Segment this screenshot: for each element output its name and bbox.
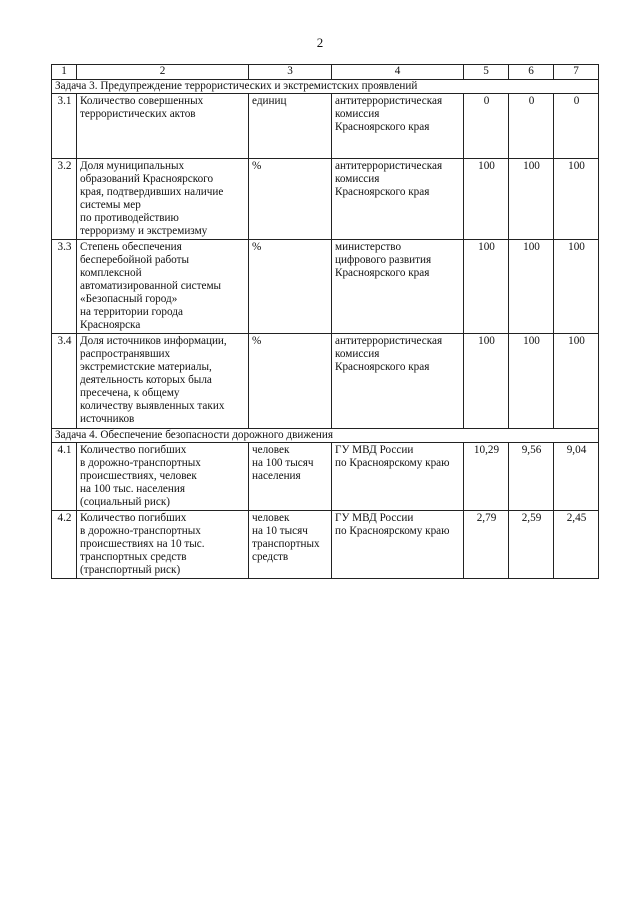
indicator-name: Степень обеспечения бесперебойной работы комплексной автоматизированной системы «Безопасный город» на территории города Красноярска <box>77 240 249 334</box>
value-col5: 100 <box>464 159 509 240</box>
source-cell: антитеррористическая комиссия Красноярского края <box>332 94 464 159</box>
row-number: 4.1 <box>52 443 77 511</box>
row-number: 3.2 <box>52 159 77 240</box>
row-number: 3.4 <box>52 334 77 429</box>
table-row <box>52 511 599 579</box>
indicators-table <box>51 64 599 579</box>
indicator-name: Доля муниципальных образований Красноярского края, подтвердивших наличие системы мер по противодействию терроризму и экстремизму <box>77 159 249 240</box>
value-col5: 0 <box>464 94 509 159</box>
value-col7: 9,04 <box>554 443 599 511</box>
column-header: 2 <box>77 65 249 80</box>
value-col5: 2,79 <box>464 511 509 579</box>
unit-cell: единиц <box>249 94 332 159</box>
task-title: Задача 3. Предупреждение террористических и экстремистских проявлений <box>52 80 599 94</box>
column-header: 5 <box>464 65 509 80</box>
value-col6: 0 <box>509 94 554 159</box>
value-col7: 100 <box>554 240 599 334</box>
unit-cell: человек на 10 тысяч транспортных средств <box>249 511 332 579</box>
indicator-name: Доля источников информации, распространявших экстремистские материалы, деятельность которых была пресечена, к общему количеству выявленных таких источников <box>77 334 249 429</box>
task-title: Задача 4. Обеспечение безопасности дорожного движения <box>52 429 599 443</box>
table-row <box>52 159 599 240</box>
value-col7: 2,45 <box>554 511 599 579</box>
column-header: 1 <box>52 65 77 80</box>
value-col6: 100 <box>509 159 554 240</box>
table-row <box>52 443 599 511</box>
column-header: 7 <box>554 65 599 80</box>
value-col5: 10,29 <box>464 443 509 511</box>
unit-cell: % <box>249 334 332 429</box>
source-cell: министерство цифрового развития Красноярского края <box>332 240 464 334</box>
row-number: 3.3 <box>52 240 77 334</box>
value-col6: 100 <box>509 334 554 429</box>
unit-cell: % <box>249 159 332 240</box>
column-header: 6 <box>509 65 554 80</box>
task-row <box>52 429 599 443</box>
value-col7: 100 <box>554 159 599 240</box>
row-number: 4.2 <box>52 511 77 579</box>
column-header: 4 <box>332 65 464 80</box>
indicator-name: Количество погибших в дорожно-транспортных происшествиях, человек на 100 тыс. населения (социальный риск) <box>77 443 249 511</box>
page-number: 2 <box>316 35 324 50</box>
source-cell: антитеррористическая комиссия Красноярского края <box>332 159 464 240</box>
value-col6: 100 <box>509 240 554 334</box>
source-cell: ГУ МВД России по Красноярскому краю <box>332 443 464 511</box>
value-col6: 9,56 <box>509 443 554 511</box>
indicator-name: Количество совершенных террористических актов <box>77 94 249 159</box>
column-header: 3 <box>249 65 332 80</box>
value-col6: 2,59 <box>509 511 554 579</box>
value-col5: 100 <box>464 240 509 334</box>
table-row <box>52 334 599 429</box>
unit-cell: % <box>249 240 332 334</box>
row-number: 3.1 <box>52 94 77 159</box>
source-cell: ГУ МВД России по Красноярскому краю <box>332 511 464 579</box>
value-col7: 100 <box>554 334 599 429</box>
source-cell: антитеррористическая комиссия Красноярского края <box>332 334 464 429</box>
indicator-name: Количество погибших в дорожно-транспортных происшествиях на 10 тыс. транспортных средств (транспортный риск) <box>77 511 249 579</box>
value-col5: 100 <box>464 334 509 429</box>
table-row <box>52 240 599 334</box>
unit-cell: человек на 100 тысяч населения <box>249 443 332 511</box>
value-col7: 0 <box>554 94 599 159</box>
table-header-row <box>52 65 599 80</box>
task-row <box>52 80 599 94</box>
table-row <box>52 94 599 159</box>
